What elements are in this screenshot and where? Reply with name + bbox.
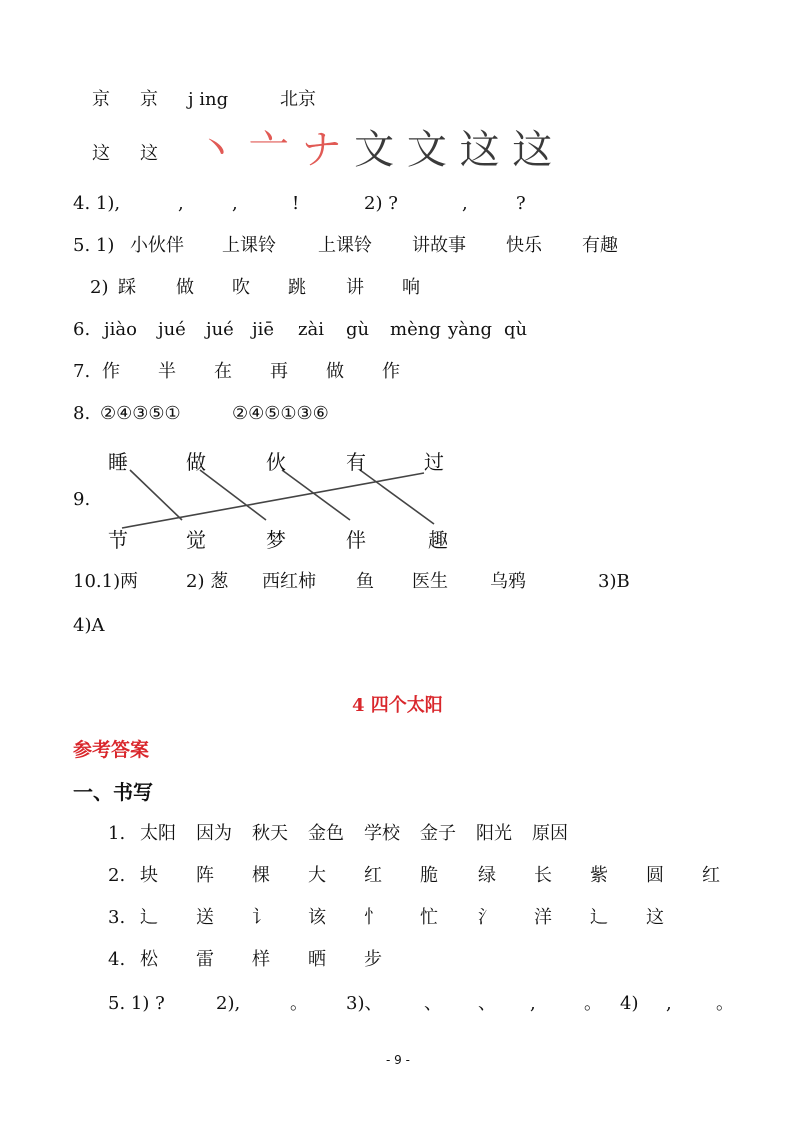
- w2-word: 块: [140, 865, 158, 886]
- q7-label: 7.: [73, 361, 91, 382]
- q5-word-2: 做: [176, 277, 194, 298]
- w4-word: 步: [364, 949, 382, 970]
- q6-pinyin: zài: [298, 319, 324, 340]
- q5-word: 有趣: [582, 235, 618, 256]
- q6-label: 6.: [73, 319, 91, 340]
- w5-part: 。: [716, 993, 734, 1014]
- w5-part: 5. 1) ?: [108, 993, 165, 1014]
- q8-seq-2: ②④⑤①③⑥: [232, 403, 329, 424]
- q7-char: 做: [326, 361, 344, 382]
- w3-word: 忙: [420, 907, 438, 928]
- q6-pinyin: jué: [158, 319, 186, 340]
- answer-heading: 参考答案: [73, 739, 150, 761]
- w1-word: 秋天: [252, 823, 288, 844]
- w2-word: 红: [702, 865, 720, 886]
- q4-punct-4: ,: [462, 193, 468, 214]
- q9-top-word: 睡: [108, 450, 128, 474]
- w1-word: 金色: [308, 823, 344, 844]
- q4-punct-1: ,: [178, 193, 184, 214]
- q4-label-2: 2) ?: [364, 193, 398, 214]
- q9-top-word: 伙: [266, 450, 286, 474]
- q6-pinyin: jiào: [104, 319, 137, 340]
- q7-char: 半: [158, 361, 176, 382]
- w4-word: 松: [140, 949, 158, 970]
- q5-word: 讲故事: [412, 235, 466, 256]
- w4-label: 4.: [108, 949, 126, 970]
- stroke-order-dark: 文 文 这 这: [354, 127, 553, 173]
- q9-top-word: 做: [186, 450, 206, 474]
- w5-part: 3)、: [346, 993, 383, 1014]
- q4-punct-5: ?: [516, 193, 526, 214]
- w5-part: 。: [584, 993, 602, 1014]
- match-line: [282, 470, 350, 520]
- q10-word: 西红柿: [262, 571, 316, 592]
- char-zhe-1: 这: [92, 143, 110, 164]
- w2-label: 2.: [108, 865, 126, 886]
- q6-pinyin: yàng: [448, 319, 493, 340]
- w3-word: 忄: [364, 907, 382, 928]
- w2-word: 绿: [478, 865, 496, 886]
- q10-label: 10.1): [73, 571, 121, 592]
- w5-part: ,: [530, 993, 536, 1014]
- w2-word: 棵: [252, 865, 270, 886]
- q5-word: 快乐: [506, 235, 542, 256]
- w2-word: 大: [308, 865, 326, 886]
- w3-word: 辶: [140, 907, 158, 928]
- q9-bottom-word: 趣: [428, 528, 448, 552]
- word-beijing: 北京: [280, 89, 316, 110]
- q9-top-word: 过: [424, 450, 444, 474]
- w5-part: 。: [290, 993, 308, 1014]
- q10-word: 2) 葱: [186, 571, 229, 592]
- char-jing-2: 京: [140, 89, 158, 110]
- w4-word: 晒: [308, 949, 326, 970]
- w3-word: 这: [646, 907, 664, 928]
- lesson-title: 4 四个太阳: [352, 695, 443, 716]
- stroke-order-red: 丶 亠 ナ: [196, 127, 342, 173]
- q5-word-2: 跳: [288, 277, 306, 298]
- q4-label: 4. 1),: [73, 193, 121, 214]
- q10-word: 医生: [412, 571, 448, 592]
- q7-char: 作: [382, 361, 400, 382]
- q5-word-2: 响: [402, 277, 420, 298]
- w1-word: 学校: [364, 823, 400, 844]
- q10-word: 两: [120, 571, 138, 592]
- w5-part: 、: [424, 993, 442, 1014]
- w5-part: ,: [666, 993, 672, 1014]
- w2-word: 红: [364, 865, 382, 886]
- w5-part: 、: [478, 993, 496, 1014]
- pinyin-jing: j ing: [188, 89, 229, 110]
- q4-punct-3: !: [292, 193, 300, 214]
- w1-word: 阳光: [476, 823, 512, 844]
- q9-bottom-word: 觉: [186, 528, 206, 552]
- q9-label: 9.: [73, 489, 91, 510]
- w2-word: 阵: [196, 865, 214, 886]
- q10-word: 鱼: [356, 571, 374, 592]
- w4-word: 样: [252, 949, 270, 970]
- w2-word: 紫: [590, 865, 608, 886]
- w2-word: 圆: [646, 865, 664, 886]
- q6-pinyin: jué: [206, 319, 234, 340]
- q6-pinyin: gù: [346, 319, 370, 340]
- w5-part: 4): [620, 993, 639, 1014]
- q10-word: 乌鸦: [490, 571, 526, 592]
- w1-word: 太阳: [140, 823, 176, 844]
- w3-word: 氵: [478, 907, 496, 928]
- q6-pinyin: qù: [504, 319, 528, 340]
- q5-label: 5. 1): [73, 235, 115, 256]
- q10-answer-4: 4)A: [73, 615, 105, 636]
- match-line: [130, 470, 182, 520]
- w3-word: 辶: [590, 907, 608, 928]
- w3-label: 3.: [108, 907, 126, 928]
- w2-word: 脆: [420, 865, 438, 886]
- q4-punct-2: ,: [232, 193, 238, 214]
- q5-word: 上课铃: [318, 235, 372, 256]
- char-jing-1: 京: [92, 89, 110, 110]
- match-line: [122, 473, 424, 528]
- page-number: - 9 -: [386, 1053, 410, 1067]
- q7-char: 在: [214, 361, 232, 382]
- w3-word: 洋: [534, 907, 552, 928]
- q7-char: 再: [270, 361, 288, 382]
- w3-word: 送: [196, 907, 214, 928]
- w1-word: 金子: [420, 823, 456, 844]
- q9-top-word: 有: [346, 450, 366, 474]
- section-heading: 一、书写: [73, 780, 153, 804]
- q9-bottom-word: 伴: [346, 528, 366, 552]
- q5-word-2: 踩: [118, 277, 136, 298]
- q5-word-2: 吹: [232, 277, 250, 298]
- q5-word: 小伙伴: [130, 235, 184, 256]
- q9-bottom-word: 节: [108, 528, 128, 552]
- w3-word: 该: [308, 907, 326, 928]
- q8-seq-1: ②④③⑤①: [100, 403, 181, 424]
- w1-label: 1.: [108, 823, 126, 844]
- q5-word-2: 讲: [346, 277, 364, 298]
- q6-pinyin: mèng: [390, 319, 441, 340]
- w3-word: 讠: [252, 907, 270, 928]
- char-zhe-2: 这: [140, 143, 158, 164]
- w5-part: 2),: [216, 993, 241, 1014]
- q8-label: 8.: [73, 403, 91, 424]
- q5-word: 上课铃: [222, 235, 276, 256]
- q9-bottom-word: 梦: [266, 528, 286, 552]
- w2-word: 长: [534, 865, 552, 886]
- w1-word: 因为: [196, 823, 232, 844]
- q5-label-2: 2): [90, 277, 109, 298]
- q10-answer-3: 3)B: [598, 571, 630, 592]
- q7-char: 作: [102, 361, 120, 382]
- q6-pinyin: jiē: [252, 319, 274, 340]
- w1-word: 原因: [532, 823, 568, 844]
- w4-word: 雷: [196, 949, 214, 970]
